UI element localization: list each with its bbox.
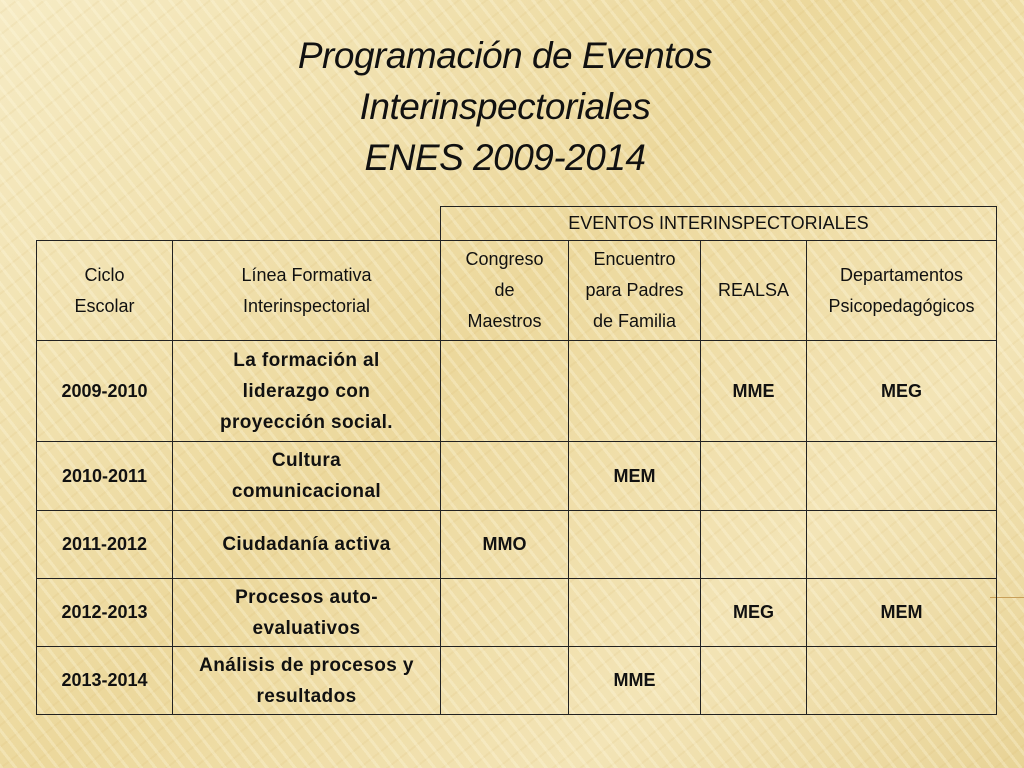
header-linea-line-1: Línea Formativa xyxy=(241,264,372,285)
cell-linea xyxy=(173,579,441,647)
cell-linea-line-1: Análisis de procesos y xyxy=(199,654,414,676)
cell-departamentos: MEG xyxy=(807,341,997,442)
cell-linea xyxy=(173,647,441,715)
cell-congreso xyxy=(441,579,569,647)
cell-encuentro: MEM xyxy=(569,442,701,511)
cell-departamentos: MEM xyxy=(807,579,997,647)
header-congreso-maestros xyxy=(441,241,569,341)
header-linea-formativa xyxy=(173,241,441,341)
cell-linea-line-1: Ciudadanía activa xyxy=(222,534,391,555)
table-row xyxy=(37,579,997,647)
cell-congreso xyxy=(441,341,569,442)
table-row xyxy=(37,647,997,715)
cell-linea-line-3: proyección social. xyxy=(220,411,393,433)
header-congreso-line-2: de xyxy=(494,280,515,300)
header-congreso-line-1: Congreso xyxy=(465,249,544,269)
header-ciclo-line-2: Escolar xyxy=(74,295,135,316)
cell-linea-line-1: Procesos auto- xyxy=(235,586,378,608)
cell-linea xyxy=(173,442,441,511)
cell-linea-line-2: evaluativos xyxy=(252,617,361,639)
cell-linea-line-2: liderazgo con xyxy=(242,380,371,402)
header-congreso-line-3: Maestros xyxy=(467,311,542,331)
table-row xyxy=(37,341,997,442)
title-line-1: Programación de Eventos xyxy=(297,35,713,76)
cell-encuentro xyxy=(569,579,701,647)
cell-encuentro xyxy=(569,341,701,442)
slide-title xyxy=(0,30,1010,183)
title-line-2: Interinspectoriales xyxy=(359,86,651,127)
cell-realsa: MME xyxy=(701,341,807,442)
cell-encuentro xyxy=(569,511,701,579)
cell-realsa xyxy=(701,511,807,579)
cell-departamentos xyxy=(807,511,997,579)
cell-ciclo: 2011-2012 xyxy=(37,511,173,579)
cell-linea-line-2: comunicacional xyxy=(231,481,382,502)
cell-encuentro: MME xyxy=(569,647,701,715)
cell-linea xyxy=(173,341,441,442)
cell-departamentos xyxy=(807,442,997,511)
cell-departamentos xyxy=(807,647,997,715)
cell-ciclo: 2009-2010 xyxy=(37,341,173,442)
cell-congreso: MMO xyxy=(441,511,569,579)
header-ciclo-escolar xyxy=(37,241,173,341)
header-encuentro-line-2: para Padres xyxy=(585,280,684,300)
table-row xyxy=(37,442,997,511)
cell-linea xyxy=(173,511,441,579)
header-realsa: REALSA xyxy=(701,241,807,341)
header-encuentro-line-1: Encuentro xyxy=(593,249,676,269)
cell-ciclo: 2013-2014 xyxy=(37,647,173,715)
table-row xyxy=(37,511,997,579)
group-header-eventos: EVENTOS INTERINSPECTORIALES xyxy=(441,207,997,241)
cell-congreso xyxy=(441,647,569,715)
events-table xyxy=(36,206,997,715)
group-header-row xyxy=(37,207,997,241)
column-header-row xyxy=(37,241,997,341)
title-line-3: ENES 2009-2014 xyxy=(364,137,646,178)
cell-linea-line-2: resultados xyxy=(256,685,357,707)
cell-realsa xyxy=(701,647,807,715)
cell-realsa xyxy=(701,442,807,511)
cell-realsa: MEG xyxy=(701,579,807,647)
header-departamentos-line-2: Psicopedagógicos xyxy=(828,295,975,316)
header-linea-line-2: Interinspectorial xyxy=(242,295,371,316)
header-departamentos-line-1: Departamentos xyxy=(839,264,964,285)
cell-ciclo: 2012-2013 xyxy=(37,579,173,647)
cell-linea-line-1: La formación al xyxy=(233,349,380,371)
header-departamentos xyxy=(807,241,997,341)
header-ciclo-line-1: Ciclo xyxy=(84,264,125,285)
cell-linea-line-1: Cultura xyxy=(271,450,342,471)
header-encuentro-padres xyxy=(569,241,701,341)
empty-corner-cell xyxy=(37,207,441,241)
header-encuentro-line-3: de Familia xyxy=(592,311,677,331)
cell-congreso xyxy=(441,442,569,511)
cell-ciclo: 2010-2011 xyxy=(37,442,173,511)
